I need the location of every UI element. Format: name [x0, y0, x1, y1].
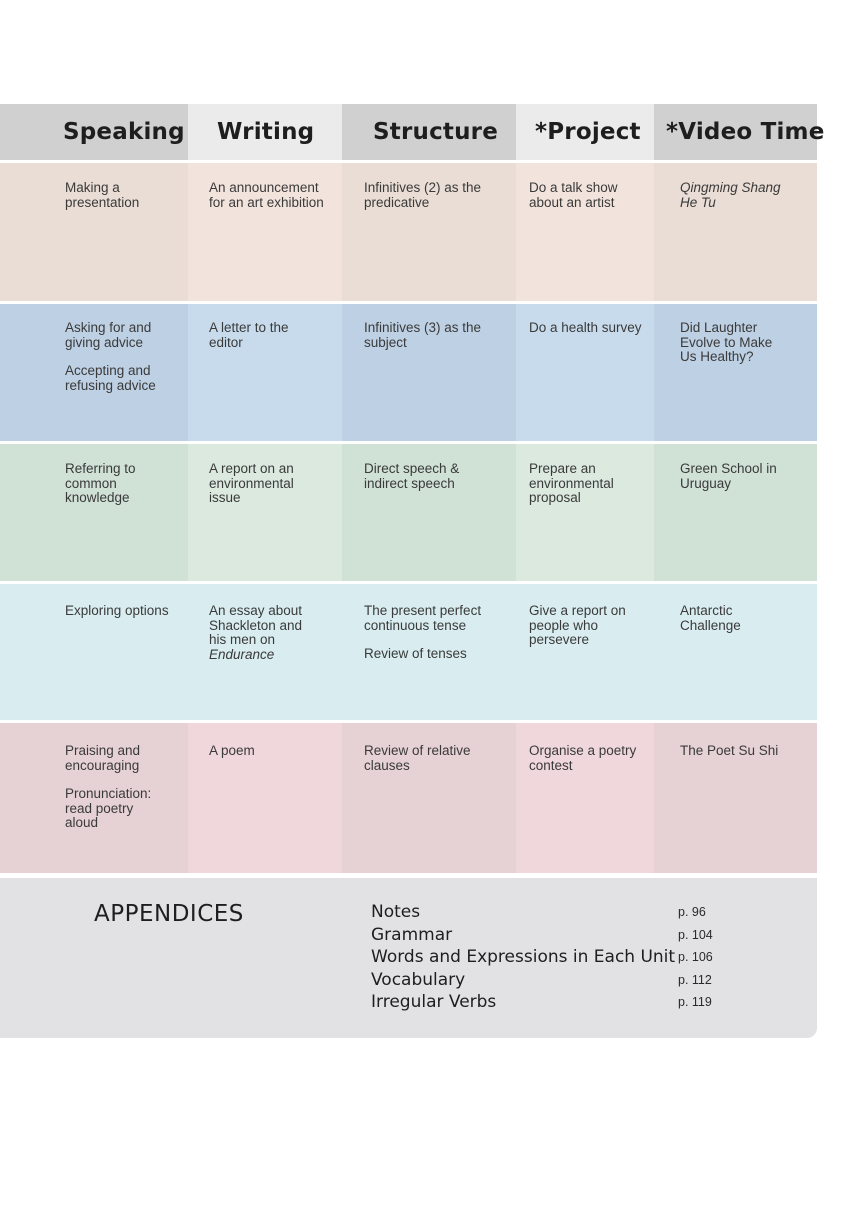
- appendix-name: Irregular Verbs: [371, 992, 497, 1013]
- header-writing: Writing: [188, 104, 342, 160]
- structure-cell: [342, 584, 516, 720]
- appendix-name: Grammar: [371, 924, 453, 945]
- appendix-page: p. 96: [678, 905, 706, 919]
- appendix-page: p. 106: [678, 950, 713, 965]
- project-text: Do a health survey: [529, 320, 642, 335]
- project-cell: [516, 723, 654, 873]
- header-speaking: Speaking: [0, 104, 188, 160]
- appendix-page: p. 104: [678, 927, 713, 942]
- appendix-item-vocabulary[interactable]: [371, 969, 721, 992]
- speaking-cell: [0, 584, 188, 720]
- video-text: The Poet Su Shi: [680, 743, 779, 758]
- video-text: Antarctic Challenge: [680, 603, 741, 633]
- structure-cell: [342, 304, 516, 441]
- appendix-item-words-expressions[interactable]: [371, 946, 721, 969]
- appendix-item-notes[interactable]: [371, 901, 721, 924]
- appendix-page: p. 112: [678, 972, 712, 987]
- structure-text: Infinitives (3) as the subject: [364, 320, 482, 350]
- structure-text: Infinitives (2) as the predicative: [364, 180, 482, 210]
- appendix-name: Notes: [371, 902, 421, 922]
- writing-text-italic: Endurance: [209, 646, 275, 662]
- appendix-item-grammar[interactable]: [371, 924, 721, 947]
- structure-text: Review of relative clauses: [364, 743, 471, 773]
- structure-text: Direct speech & indirect speech: [364, 461, 460, 491]
- speaking-cell: [0, 304, 188, 441]
- appendices-panel: [0, 878, 817, 1038]
- writing-cell: [188, 444, 342, 581]
- structure-text: Review of tenses: [364, 646, 467, 661]
- project-cell: [516, 444, 654, 581]
- writing-text: A report on an environmental issue: [209, 461, 294, 505]
- table-row: [0, 163, 817, 301]
- project-text: Do a talk show about an artist: [529, 180, 618, 210]
- writing-cell: [188, 163, 342, 301]
- project-text: Organise a poetry contest: [529, 743, 637, 773]
- structure-text: The present perfect continuous tense: [364, 603, 482, 633]
- speaking-text: Asking for and giving advice: [65, 320, 152, 350]
- appendix-item-irregular-verbs[interactable]: [371, 991, 721, 1014]
- video-text: Did Laughter Evolve to Make Us Healthy?: [680, 320, 773, 364]
- speaking-text: Exploring options: [65, 603, 169, 618]
- table-row: [0, 723, 817, 873]
- appendix-name: Words and Expressions in Each Unit: [371, 947, 676, 968]
- video-cell: [654, 584, 817, 720]
- table-row: [0, 444, 817, 581]
- table-row: [0, 304, 817, 441]
- speaking-text: Accepting and refusing advice: [65, 363, 156, 393]
- header-project: *Project: [516, 104, 654, 160]
- contents-table: [0, 104, 825, 873]
- appendix-page: p. 119: [678, 995, 712, 1010]
- appendices-list: [371, 901, 721, 1014]
- writing-cell: [188, 723, 342, 873]
- appendices-title: APPENDICES: [94, 901, 244, 927]
- header-video-time: *Video Time: [654, 104, 817, 160]
- header-structure: Structure: [342, 104, 516, 160]
- writing-text: A poem: [209, 743, 255, 758]
- table-row: [0, 584, 817, 720]
- project-cell: [516, 304, 654, 441]
- writing-cell: [188, 304, 342, 441]
- video-cell: [654, 163, 817, 301]
- speaking-text: Referring to common knowledge: [65, 461, 136, 505]
- project-text: Prepare an environmental proposal: [529, 461, 614, 505]
- video-text: Green School in Uruguay: [680, 461, 777, 491]
- structure-cell: [342, 723, 516, 873]
- project-text: Give a report on people who persevere: [529, 603, 626, 647]
- writing-cell: [188, 584, 342, 720]
- writing-text: An announcement for an art exhibition: [209, 180, 324, 210]
- structure-cell: [342, 163, 516, 301]
- video-cell: [654, 444, 817, 581]
- table-header: [0, 104, 825, 160]
- writing-text: [209, 604, 319, 662]
- structure-cell: [342, 444, 516, 581]
- speaking-text: Pronunciation: read poetry aloud: [65, 786, 152, 830]
- writing-text: A letter to the editor: [209, 320, 289, 350]
- project-cell: [516, 163, 654, 301]
- project-cell: [516, 584, 654, 720]
- video-cell: [654, 304, 817, 441]
- speaking-cell: [0, 163, 188, 301]
- video-text: Qingming Shang He Tu: [680, 180, 781, 210]
- video-cell: [654, 723, 817, 873]
- writing-text-plain: An essay about Shackleton and his men on: [209, 603, 303, 647]
- speaking-cell: [0, 723, 188, 873]
- appendix-name: Vocabulary: [371, 969, 466, 990]
- speaking-text: Praising and encouraging: [65, 743, 141, 773]
- speaking-text: Making a presentation: [65, 180, 140, 210]
- speaking-cell: [0, 444, 188, 581]
